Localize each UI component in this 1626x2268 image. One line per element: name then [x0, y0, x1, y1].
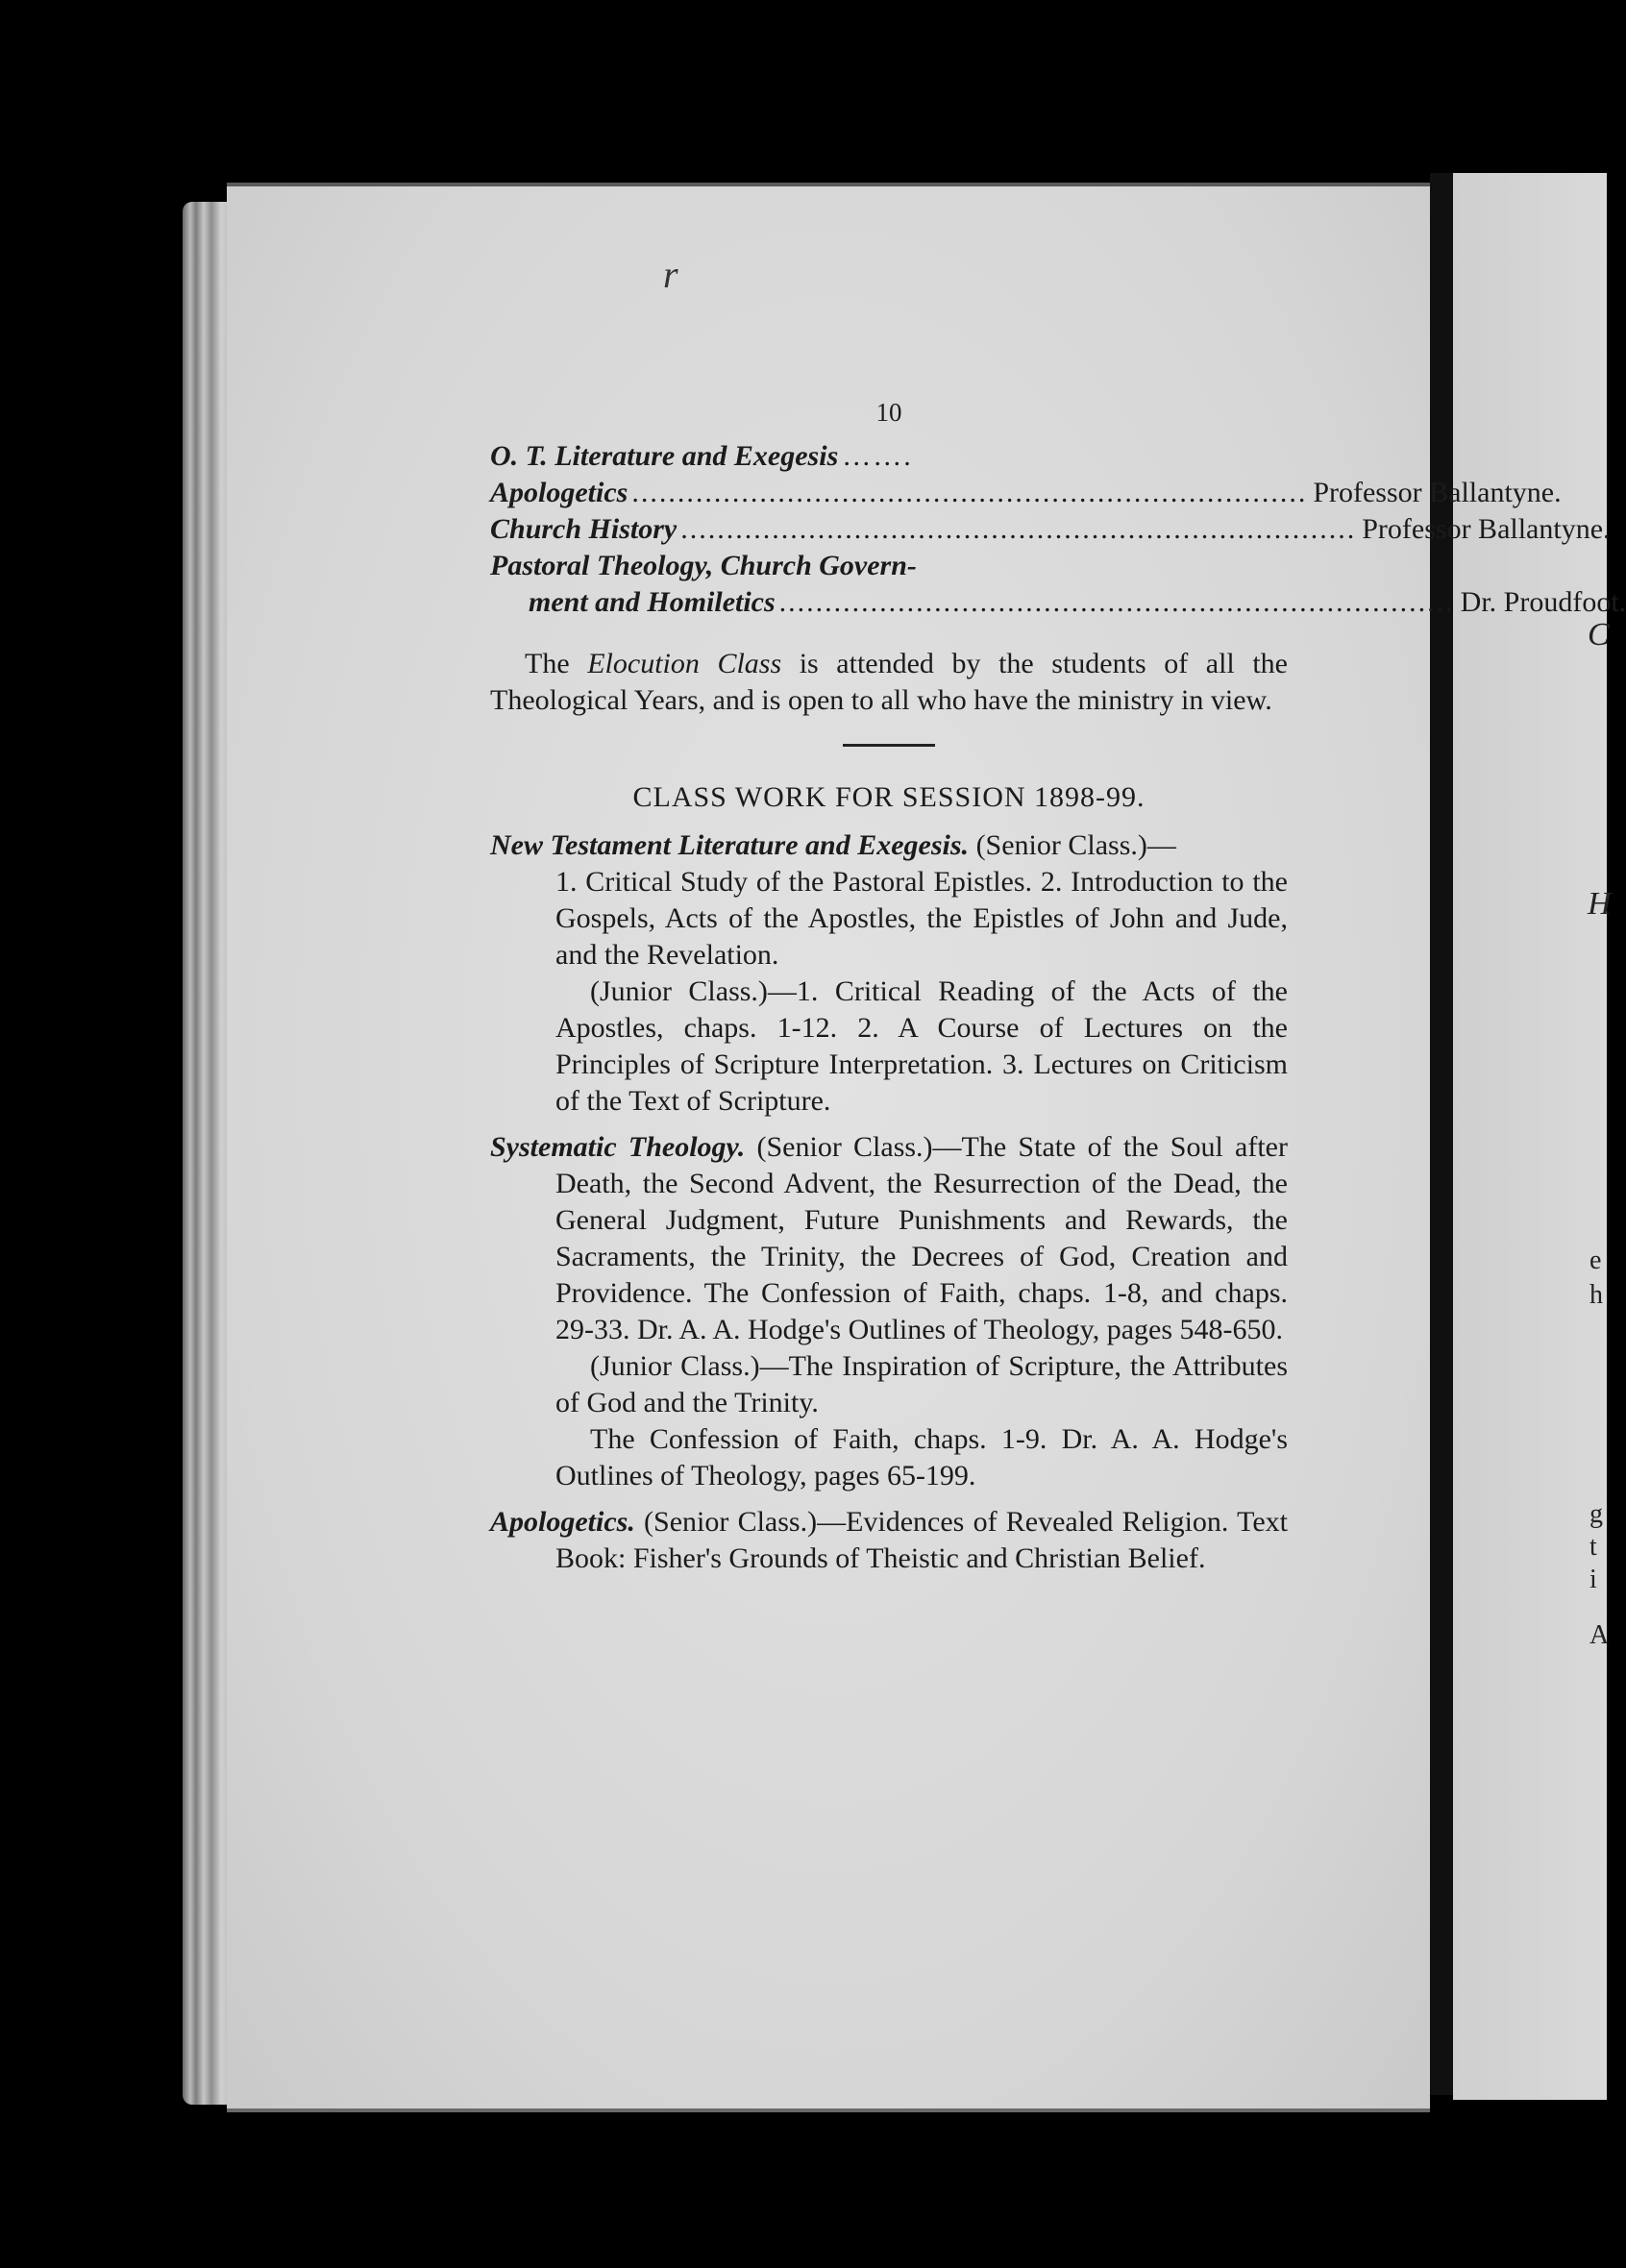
instructor-row	[490, 475, 1562, 511]
senior-class-text: (Senior Class.)—Evidences of Revealed Religion. Text Book: Fisher's Grounds of Theistic and Christian Belief.	[555, 1506, 1288, 1574]
leader-dots: ..........................................................................	[631, 477, 1308, 508]
senior-class-text: 1. Critical Study of the Pastoral Epistles. 2. Introduction to the Gospels, Acts of the Apostles, the Epistles of John and Jude, and the Revelation.	[555, 866, 1288, 971]
leader-dots: ..........................................................................	[680, 513, 1357, 545]
book-spine	[1430, 173, 1453, 2095]
course-subject: Apologetics.	[490, 1506, 635, 1538]
course-entry-new-testament	[490, 827, 1288, 1120]
junior-class-text: (Junior Class.)—1. Critical Reading of the Acts of the Apostles, chaps. 1-12. 2. A Course of Lectures on the Principles of Scripture Interpretation. 3. Lectures on Criticism of the Text of Scripture.	[555, 975, 1288, 1117]
junior-class-text-continued: The Confession of Faith, chaps. 1-9. Dr. A. A. Hodge's Outlines of Theology, pages 65-199.	[555, 1423, 1288, 1491]
course-subject: Systematic Theology.	[490, 1131, 746, 1163]
facing-page-letter: A	[1589, 1620, 1610, 1650]
leader-dots: ..........................................................................	[778, 586, 1455, 618]
facing-page-letter: i	[1589, 1565, 1597, 1594]
instructor-row	[490, 511, 1611, 548]
facing-page-letter: t	[1589, 1532, 1597, 1562]
instructor-row	[490, 438, 1288, 475]
facing-page-letter: H	[1588, 886, 1612, 922]
facing-page-letter: C	[1588, 617, 1610, 653]
leader-dots: …….	[842, 440, 913, 472]
course-entry-systematic-theology	[490, 1129, 1288, 1494]
facing-page	[1453, 173, 1610, 2100]
elocution-class-name: Elocution Class	[587, 648, 782, 679]
handwritten-mark: r	[663, 253, 678, 296]
facing-page-letter: h	[1589, 1280, 1603, 1310]
subject-name: Church History	[490, 513, 678, 545]
facing-page-letter: g	[1589, 1499, 1603, 1529]
professor-name: Professor Ballantyne.	[1362, 513, 1611, 545]
subject-name: Apologetics	[490, 477, 628, 508]
senior-class-text: (Senior Class.)—The State of the Soul after Death, the Second Advent, the Resurrection of the Dead, the General Judgment, Future Punishments and Rewards, the Sacraments, the Trinity, the Decrees of God, Creation and Providence. The Confession of Faith, chaps. 1-8, and chaps. 29-33. Dr. A. A. Hodge's Outlines of Theology, pages 548-650.	[555, 1131, 1288, 1345]
elocution-paragraph: The Elocution Class is attended by the students of all the Theological Years, and is open to all who have the ministry in view.	[490, 648, 1288, 716]
instructor-row	[490, 548, 1626, 621]
subject-name: Pastoral Theology, Church Govern-	[490, 550, 917, 581]
course-subject: New Testament Literature and Exegesis.	[490, 829, 970, 861]
professor-name: Professor Ballantyne.	[1313, 477, 1562, 508]
subject-name-continued: ment and Homiletics	[529, 586, 776, 618]
section-heading: CLASS WORK FOR SESSION 1898-99.	[632, 781, 1146, 813]
facing-page-letter: e	[1589, 1245, 1602, 1275]
senior-class-label: (Senior Class.)—	[969, 829, 1176, 861]
subject-name: O. T. Literature and Exegesis	[490, 440, 839, 472]
junior-class-text: (Junior Class.)—The Inspiration of Scripture, the Attributes of God and the Trinity.	[555, 1350, 1288, 1418]
page-content	[490, 394, 1626, 1577]
section-divider	[843, 744, 935, 747]
professor-name: Dr. Proudfoot.	[1460, 586, 1626, 618]
page-number: 10	[875, 398, 902, 427]
course-entry-apologetics	[490, 1504, 1288, 1577]
